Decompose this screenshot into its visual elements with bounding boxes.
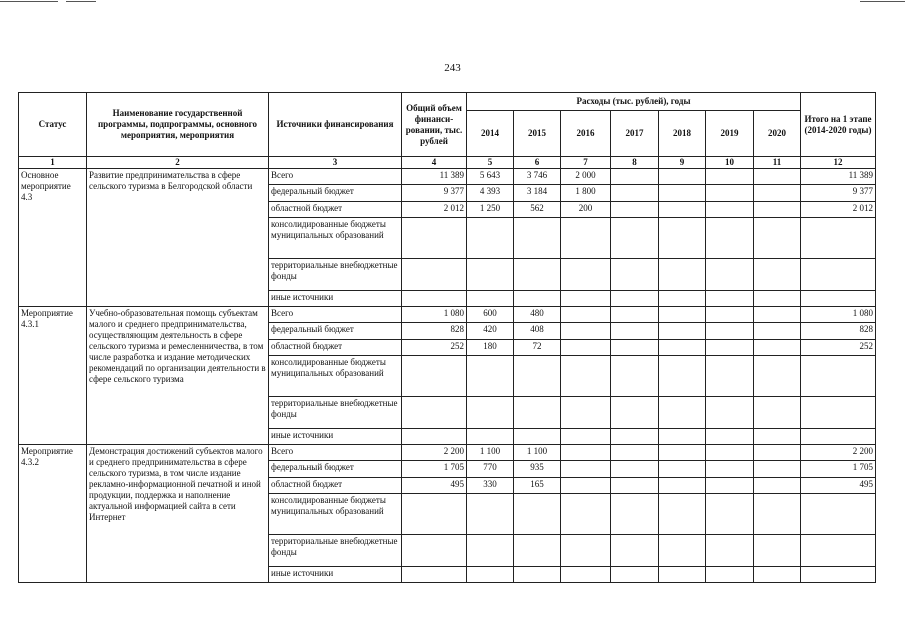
amount-cell bbox=[706, 567, 754, 583]
amount-cell: 252 bbox=[402, 340, 467, 356]
amount-cell bbox=[561, 340, 611, 356]
header-source: Источники финансирования bbox=[269, 93, 402, 157]
amount-cell: 1 080 bbox=[801, 307, 876, 323]
amount-cell bbox=[706, 397, 754, 429]
amount-cell bbox=[659, 291, 706, 307]
scan-edge-line bbox=[0, 1, 58, 2]
amount-cell bbox=[801, 259, 876, 291]
amount-cell bbox=[611, 397, 659, 429]
amount-cell bbox=[659, 202, 706, 218]
amount-cell bbox=[659, 185, 706, 202]
amount-cell bbox=[514, 397, 561, 429]
amount-cell bbox=[561, 291, 611, 307]
amount-cell bbox=[514, 291, 561, 307]
amount-cell bbox=[801, 567, 876, 583]
amount-cell bbox=[706, 445, 754, 461]
amount-cell bbox=[706, 461, 754, 478]
amount-cell bbox=[611, 218, 659, 259]
amount-cell bbox=[561, 429, 611, 445]
amount-cell: 935 bbox=[514, 461, 561, 478]
header-expenses: Расходы (тыс. рублей), годы bbox=[467, 93, 801, 111]
amount-cell bbox=[561, 478, 611, 494]
amount-cell bbox=[801, 535, 876, 567]
header-total-stage: Итого на 1 этапе (2014-2020 годы) bbox=[801, 93, 876, 157]
header-total-volume: Общий объем финанси-ровании, тыс. рублей bbox=[402, 93, 467, 157]
funding-source: Всего bbox=[269, 445, 402, 461]
amount-cell bbox=[467, 397, 514, 429]
amount-cell bbox=[659, 535, 706, 567]
amount-cell bbox=[611, 323, 659, 340]
table-row bbox=[19, 445, 876, 461]
amount-cell bbox=[611, 340, 659, 356]
amount-cell bbox=[754, 291, 801, 307]
amount-cell bbox=[706, 429, 754, 445]
amount-cell bbox=[706, 218, 754, 259]
amount-cell: 2 200 bbox=[402, 445, 467, 461]
header-year: 2018 bbox=[659, 111, 706, 157]
row-status: Основное мероприятие 4.3 bbox=[19, 169, 87, 307]
row-status: Мероприятие 4.3.2 bbox=[19, 445, 87, 583]
amount-cell bbox=[659, 169, 706, 185]
page-number: 243 bbox=[444, 62, 461, 74]
amount-cell: 2 000 bbox=[561, 169, 611, 185]
amount-cell: 9 377 bbox=[801, 185, 876, 202]
row-status: Мероприятие 4.3.1 bbox=[19, 307, 87, 445]
amount-cell bbox=[611, 259, 659, 291]
amount-cell bbox=[561, 397, 611, 429]
amount-cell: 408 bbox=[514, 323, 561, 340]
amount-cell: 1 100 bbox=[514, 445, 561, 461]
amount-cell bbox=[561, 323, 611, 340]
row-name: Развитие предпринимательства в сфере сельского туризма в Белгородской области bbox=[87, 169, 269, 307]
amount-cell: 828 bbox=[402, 323, 467, 340]
amount-cell bbox=[659, 356, 706, 397]
header-year: 2016 bbox=[561, 111, 611, 157]
amount-cell: 562 bbox=[514, 202, 561, 218]
amount-cell bbox=[659, 397, 706, 429]
column-number: 11 bbox=[754, 157, 801, 169]
amount-cell: 1 800 bbox=[561, 185, 611, 202]
amount-cell: 770 bbox=[467, 461, 514, 478]
scan-edge-line bbox=[860, 1, 905, 2]
amount-cell bbox=[754, 202, 801, 218]
amount-cell bbox=[611, 494, 659, 535]
funding-source: консолидированные бюджеты муниципальных образований bbox=[269, 356, 402, 397]
amount-cell bbox=[561, 535, 611, 567]
amount-cell: 3 184 bbox=[514, 185, 561, 202]
amount-cell: 1 250 bbox=[467, 202, 514, 218]
amount-cell bbox=[801, 397, 876, 429]
amount-cell bbox=[706, 340, 754, 356]
amount-cell bbox=[467, 356, 514, 397]
table-row bbox=[19, 307, 876, 323]
amount-cell bbox=[754, 445, 801, 461]
amount-cell bbox=[659, 494, 706, 535]
funding-source: Всего bbox=[269, 169, 402, 185]
amount-cell bbox=[611, 185, 659, 202]
amount-cell bbox=[801, 429, 876, 445]
amount-cell bbox=[402, 494, 467, 535]
amount-cell: 495 bbox=[801, 478, 876, 494]
amount-cell: 200 bbox=[561, 202, 611, 218]
funding-source: федеральный бюджет bbox=[269, 461, 402, 478]
amount-cell bbox=[659, 461, 706, 478]
column-number: 10 bbox=[706, 157, 754, 169]
amount-cell bbox=[611, 307, 659, 323]
amount-cell bbox=[402, 429, 467, 445]
amount-cell bbox=[706, 202, 754, 218]
amount-cell: 72 bbox=[514, 340, 561, 356]
amount-cell bbox=[754, 478, 801, 494]
amount-cell: 9 377 bbox=[402, 185, 467, 202]
amount-cell bbox=[611, 567, 659, 583]
amount-cell bbox=[706, 323, 754, 340]
funding-source: областной бюджет bbox=[269, 202, 402, 218]
funding-source: территориальные внебюджетные фонды bbox=[269, 535, 402, 567]
amount-cell bbox=[706, 535, 754, 567]
scan-edge-line bbox=[66, 1, 96, 2]
amount-cell bbox=[801, 291, 876, 307]
funding-source: территориальные внебюджетные фонды bbox=[269, 259, 402, 291]
amount-cell bbox=[754, 494, 801, 535]
amount-cell bbox=[467, 494, 514, 535]
amount-cell: 11 389 bbox=[402, 169, 467, 185]
amount-cell: 5 643 bbox=[467, 169, 514, 185]
amount-cell bbox=[514, 356, 561, 397]
amount-cell bbox=[754, 356, 801, 397]
funding-source: консолидированные бюджеты муниципальных образований bbox=[269, 218, 402, 259]
amount-cell bbox=[514, 218, 561, 259]
budget-table bbox=[18, 92, 876, 583]
amount-cell bbox=[561, 445, 611, 461]
amount-cell bbox=[706, 185, 754, 202]
column-number: 6 bbox=[514, 157, 561, 169]
amount-cell bbox=[659, 445, 706, 461]
amount-cell bbox=[754, 340, 801, 356]
row-name: Учебно-образовательная помощь субъектам малого и среднего предпринимательства, осуществляющим деятельность в сфере сельского туризма и ремесленничества, в том числе разработка и издание методических рекомендаций по организации деятельности в сфере сельского туризма bbox=[87, 307, 269, 445]
column-number: 2 bbox=[87, 157, 269, 169]
amount-cell bbox=[561, 218, 611, 259]
funding-source: федеральный бюджет bbox=[269, 185, 402, 202]
amount-cell bbox=[754, 535, 801, 567]
column-number: 1 bbox=[19, 157, 87, 169]
amount-cell bbox=[754, 429, 801, 445]
amount-cell: 1 705 bbox=[402, 461, 467, 478]
amount-cell bbox=[467, 429, 514, 445]
amount-cell: 480 bbox=[514, 307, 561, 323]
column-number: 3 bbox=[269, 157, 402, 169]
amount-cell: 330 bbox=[467, 478, 514, 494]
amount-cell: 2 200 bbox=[801, 445, 876, 461]
amount-cell bbox=[467, 567, 514, 583]
funding-source: иные источники bbox=[269, 291, 402, 307]
amount-cell bbox=[467, 218, 514, 259]
amount-cell bbox=[561, 567, 611, 583]
amount-cell bbox=[611, 478, 659, 494]
amount-cell: 828 bbox=[801, 323, 876, 340]
amount-cell bbox=[561, 307, 611, 323]
amount-cell bbox=[801, 218, 876, 259]
header-status: Статус bbox=[19, 93, 87, 157]
amount-cell bbox=[611, 535, 659, 567]
amount-cell bbox=[706, 259, 754, 291]
amount-cell bbox=[659, 218, 706, 259]
funding-source: иные источники bbox=[269, 567, 402, 583]
amount-cell: 1 100 bbox=[467, 445, 514, 461]
column-number: 5 bbox=[467, 157, 514, 169]
amount-cell bbox=[659, 567, 706, 583]
amount-cell bbox=[402, 291, 467, 307]
amount-cell bbox=[402, 218, 467, 259]
amount-cell bbox=[754, 259, 801, 291]
amount-cell bbox=[801, 356, 876, 397]
amount-cell bbox=[611, 169, 659, 185]
amount-cell: 420 bbox=[467, 323, 514, 340]
amount-cell bbox=[659, 307, 706, 323]
amount-cell bbox=[706, 291, 754, 307]
amount-cell: 180 bbox=[467, 340, 514, 356]
amount-cell bbox=[561, 494, 611, 535]
funding-source: консолидированные бюджеты муниципальных образований bbox=[269, 494, 402, 535]
funding-source: территориальные внебюджетные фонды bbox=[269, 397, 402, 429]
amount-cell bbox=[706, 494, 754, 535]
amount-cell bbox=[754, 307, 801, 323]
column-number: 4 bbox=[402, 157, 467, 169]
amount-cell bbox=[514, 535, 561, 567]
amount-cell: 4 393 bbox=[467, 185, 514, 202]
header-year: 2017 bbox=[611, 111, 659, 157]
funding-source: Всего bbox=[269, 307, 402, 323]
amount-cell bbox=[561, 461, 611, 478]
header-year: 2014 bbox=[467, 111, 514, 157]
amount-cell bbox=[706, 478, 754, 494]
amount-cell bbox=[514, 259, 561, 291]
amount-cell: 495 bbox=[402, 478, 467, 494]
amount-cell bbox=[611, 202, 659, 218]
funding-source: областной бюджет bbox=[269, 478, 402, 494]
amount-cell bbox=[561, 259, 611, 291]
amount-cell bbox=[611, 429, 659, 445]
amount-cell bbox=[754, 397, 801, 429]
amount-cell bbox=[754, 323, 801, 340]
amount-cell bbox=[402, 356, 467, 397]
column-number: 12 bbox=[801, 157, 876, 169]
amount-cell bbox=[611, 356, 659, 397]
header-year: 2019 bbox=[706, 111, 754, 157]
amount-cell bbox=[402, 535, 467, 567]
header-name: Наименование государственной программы, подпрограммы, основного мероприятия, мероприятия bbox=[87, 93, 269, 157]
funding-source: областной бюджет bbox=[269, 340, 402, 356]
amount-cell bbox=[659, 340, 706, 356]
amount-cell bbox=[402, 567, 467, 583]
amount-cell: 11 389 bbox=[801, 169, 876, 185]
header-year: 2020 bbox=[754, 111, 801, 157]
amount-cell: 165 bbox=[514, 478, 561, 494]
amount-cell bbox=[706, 307, 754, 323]
amount-cell: 1 080 bbox=[402, 307, 467, 323]
amount-cell bbox=[611, 461, 659, 478]
amount-cell bbox=[801, 494, 876, 535]
amount-cell bbox=[659, 429, 706, 445]
amount-cell: 2 012 bbox=[402, 202, 467, 218]
amount-cell bbox=[754, 567, 801, 583]
amount-cell bbox=[754, 218, 801, 259]
amount-cell bbox=[659, 259, 706, 291]
amount-cell bbox=[402, 259, 467, 291]
amount-cell: 600 bbox=[467, 307, 514, 323]
amount-cell bbox=[402, 397, 467, 429]
amount-cell: 252 bbox=[801, 340, 876, 356]
amount-cell bbox=[706, 169, 754, 185]
amount-cell bbox=[514, 429, 561, 445]
amount-cell bbox=[659, 323, 706, 340]
amount-cell bbox=[514, 494, 561, 535]
amount-cell bbox=[467, 259, 514, 291]
funding-source: федеральный бюджет bbox=[269, 323, 402, 340]
column-number: 9 bbox=[659, 157, 706, 169]
column-number: 8 bbox=[611, 157, 659, 169]
amount-cell: 3 746 bbox=[514, 169, 561, 185]
amount-cell bbox=[467, 535, 514, 567]
amount-cell bbox=[611, 291, 659, 307]
amount-cell bbox=[754, 461, 801, 478]
table-row bbox=[19, 169, 876, 185]
amount-cell bbox=[754, 169, 801, 185]
row-name: Демонстрация достижений субъектов малого и среднего предпринимательства в сфере сельского туризма, в том числе издание рекламно-информационной печатной и иной продукции, поддержка и наполнение актуальной информацией сайта в сети Интернет bbox=[87, 445, 269, 583]
amount-cell bbox=[467, 291, 514, 307]
column-number: 7 bbox=[561, 157, 611, 169]
funding-source: иные источники bbox=[269, 429, 402, 445]
amount-cell: 1 705 bbox=[801, 461, 876, 478]
header-year: 2015 bbox=[514, 111, 561, 157]
amount-cell bbox=[754, 185, 801, 202]
amount-cell bbox=[514, 567, 561, 583]
amount-cell bbox=[659, 478, 706, 494]
amount-cell bbox=[561, 356, 611, 397]
amount-cell bbox=[611, 445, 659, 461]
amount-cell bbox=[706, 356, 754, 397]
amount-cell: 2 012 bbox=[801, 202, 876, 218]
